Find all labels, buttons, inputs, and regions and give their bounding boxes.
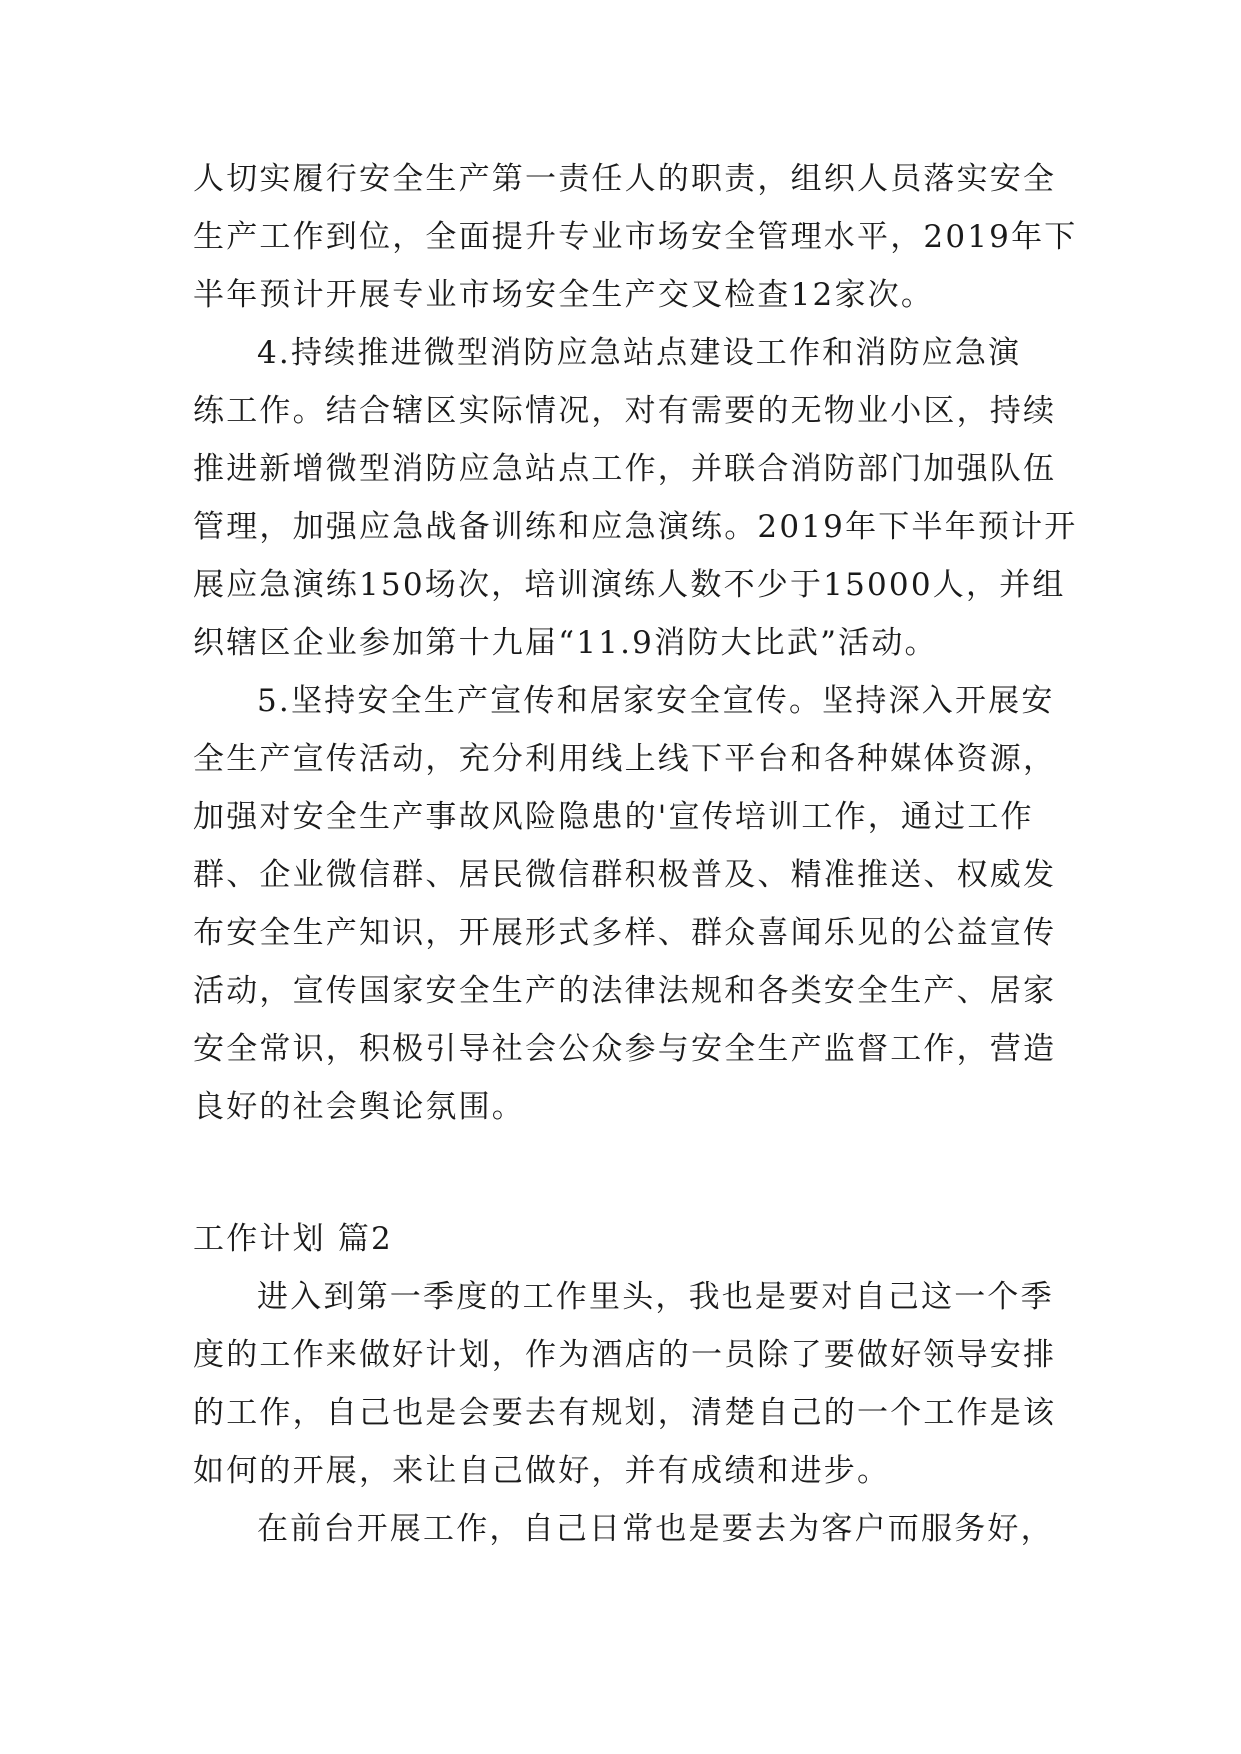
paragraph-line: 推进新增微型消防应急站点工作，并联合消防部门加强队伍 bbox=[193, 451, 1057, 487]
section-1-body bbox=[193, 150, 1078, 1136]
paragraph-line: 全生产宣传活动，充分利用线上线下平台和各种媒体资源， bbox=[193, 741, 1057, 777]
paragraph-line: 度的工作来做好计划，作为酒店的一员除了要做好领导安排 bbox=[193, 1337, 1057, 1373]
paragraph-line: 良好的社会舆论氛围。 bbox=[193, 1089, 525, 1125]
paragraph-line: 群、企业微信群、居民微信群积极普及、精准推送、权威发 bbox=[193, 857, 1057, 893]
paragraph-line: 活动，宣传国家安全生产的法律法规和各类安全生产、居家 bbox=[193, 973, 1057, 1009]
paragraph-line: 4.持续推进微型消防应急站点建设工作和消防应急演 bbox=[257, 335, 1022, 371]
paragraph-line: 进入到第一季度的工作里头，我也是要对自己这一个季 bbox=[257, 1279, 1054, 1315]
paragraph-line: 加强对安全生产事故风险隐患的'宣传培训工作，通过工作 bbox=[193, 799, 1034, 835]
paragraph-line: 的工作，自己也是会要去有规划，清楚自己的一个工作是该 bbox=[193, 1395, 1057, 1431]
paragraph-line: 半年预计开展专业市场安全生产交叉检查12家次。 bbox=[193, 277, 935, 313]
paragraph-line: 练工作。结合辖区实际情况，对有需要的无物业小区，持续 bbox=[193, 393, 1057, 429]
paragraph-line: 管理，加强应急战备训练和应急演练。2019年下半年预计开 bbox=[193, 509, 1078, 545]
paragraph-line: 生产工作到位，全面提升专业市场安全管理水平，2019年下 bbox=[193, 219, 1078, 255]
paragraph-line: 如何的开展，来让自己做好，并有成绩和进步。 bbox=[193, 1453, 891, 1489]
paragraph-line: 在前台开展工作，自己日常也是要去为客户而服务好， bbox=[257, 1511, 1054, 1547]
section-2-heading: 工作计划 篇2 bbox=[193, 1221, 393, 1257]
paragraph-line: 人切实履行安全生产第一责任人的职责，组织人员落实安全 bbox=[193, 161, 1057, 197]
section-2-body bbox=[193, 1268, 1063, 1558]
paragraph-line: 织辖区企业参加第十九届“11.9消防大比武”活动。 bbox=[193, 625, 938, 661]
paragraph-line: 安全常识，积极引导社会公众参与安全生产监督工作，营造 bbox=[193, 1031, 1057, 1067]
paragraph-line: 布安全生产知识，开展形式多样、群众喜闻乐见的公益宣传 bbox=[193, 915, 1057, 951]
paragraph-line: 展应急演练150场次，培训演练人数不少于15000人，并组 bbox=[193, 567, 1066, 603]
paragraph-line: 5.坚持安全生产宣传和居家安全宣传。坚持深入开展安 bbox=[257, 683, 1055, 719]
